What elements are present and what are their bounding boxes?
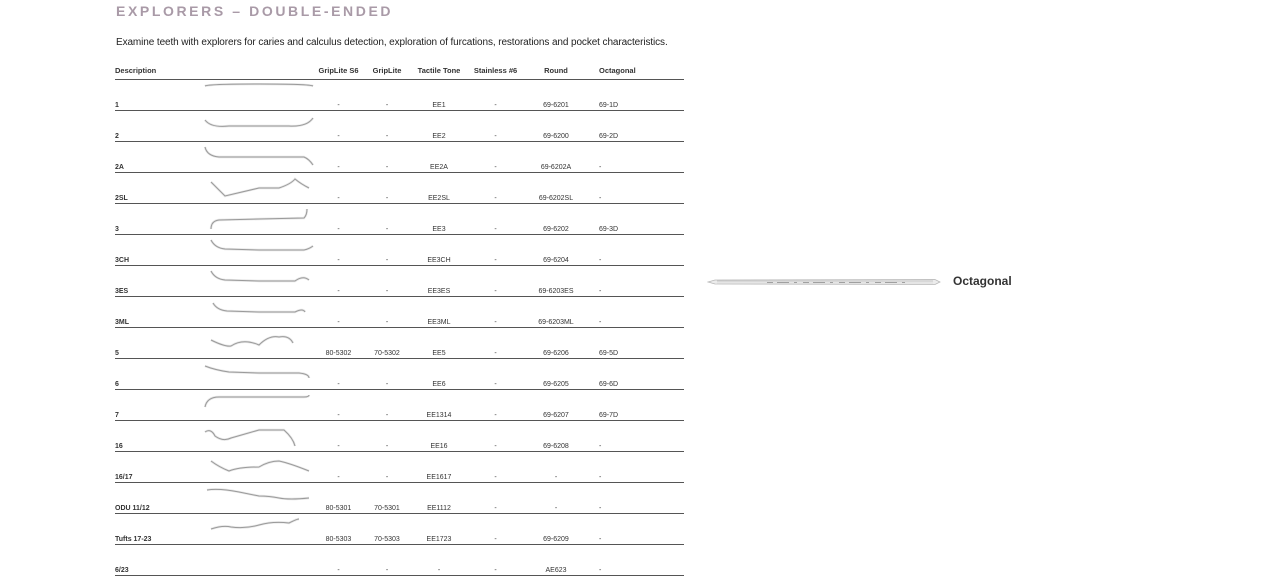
octagonal-cell: - bbox=[587, 452, 684, 483]
griplite-s6-cell: - bbox=[315, 390, 362, 421]
griplite-s6-cell: - bbox=[315, 142, 362, 173]
griplite-cell: - bbox=[362, 142, 412, 173]
octagonal-cell: - bbox=[587, 421, 684, 452]
griplite-s6-cell: - bbox=[315, 235, 362, 266]
row-description: 3ML bbox=[115, 297, 199, 328]
explorer-instrument-image bbox=[199, 393, 315, 419]
tactile-tone-cell: EE3 bbox=[412, 204, 466, 235]
tactile-tone-cell: EE3CH bbox=[412, 235, 466, 266]
page-title: EXPLORERS – DOUBLE-ENDED bbox=[116, 3, 394, 19]
instrument-image bbox=[199, 514, 315, 545]
stainless-6-cell: - bbox=[466, 390, 525, 421]
octagonal-cell: 69-6D bbox=[587, 359, 684, 390]
griplite-cell: - bbox=[362, 421, 412, 452]
header-tactile-tone: Tactile Tone bbox=[412, 66, 466, 80]
explorer-instrument-image bbox=[199, 207, 315, 233]
stainless-6-cell: - bbox=[466, 235, 525, 266]
tactile-tone-cell: EE3ML bbox=[412, 297, 466, 328]
griplite-s6-cell: - bbox=[315, 359, 362, 390]
row-description: 6/23 bbox=[115, 545, 199, 576]
round-cell: 69-6202SL bbox=[525, 173, 587, 204]
griplite-cell: 70-5302 bbox=[362, 328, 412, 359]
row-description: 16/17 bbox=[115, 452, 199, 483]
round-cell: 69-6209 bbox=[525, 514, 587, 545]
row-description: ODU 11/12 bbox=[115, 483, 199, 514]
tactile-tone-cell: EE1617 bbox=[412, 452, 466, 483]
table-row bbox=[115, 235, 684, 266]
row-description: 3CH bbox=[115, 235, 199, 266]
griplite-cell: - bbox=[362, 390, 412, 421]
header-round: Round bbox=[525, 66, 587, 80]
stainless-6-cell: - bbox=[466, 142, 525, 173]
row-description: 2 bbox=[115, 111, 199, 142]
octagonal-cell: - bbox=[587, 235, 684, 266]
row-description: 7 bbox=[115, 390, 199, 421]
instrument-image bbox=[199, 142, 315, 173]
tactile-tone-cell: EE1112 bbox=[412, 483, 466, 514]
griplite-s6-cell: 80-5301 bbox=[315, 483, 362, 514]
stainless-6-cell: - bbox=[466, 297, 525, 328]
stainless-6-cell: - bbox=[466, 359, 525, 390]
stainless-6-cell: - bbox=[466, 173, 525, 204]
table-row bbox=[115, 545, 684, 576]
instrument-image bbox=[199, 111, 315, 142]
table-row bbox=[115, 142, 684, 173]
round-cell: 69-6202A bbox=[525, 142, 587, 173]
octagonal-cell: 69-7D bbox=[587, 390, 684, 421]
explorer-instrument-image bbox=[199, 176, 315, 202]
griplite-cell: 70-5303 bbox=[362, 514, 412, 545]
octagonal-cell: 69-2D bbox=[587, 111, 684, 142]
griplite-s6-cell: - bbox=[315, 421, 362, 452]
instrument-image bbox=[199, 266, 315, 297]
round-cell: 69-6207 bbox=[525, 390, 587, 421]
instrument-image bbox=[199, 297, 315, 328]
table-row bbox=[115, 452, 684, 483]
header-image bbox=[199, 66, 315, 80]
explorer-instrument-image bbox=[199, 83, 315, 109]
griplite-cell: - bbox=[362, 545, 412, 576]
intro-text: Examine teeth with explorers for caries and calculus detection, exploration of furcations, restorations and pocket characteristics. bbox=[116, 37, 668, 48]
tactile-tone-cell: EE1723 bbox=[412, 514, 466, 545]
griplite-cell: - bbox=[362, 111, 412, 142]
row-description: 5 bbox=[115, 328, 199, 359]
header-octagonal: Octagonal bbox=[587, 66, 684, 80]
instrument-image bbox=[199, 483, 315, 514]
griplite-s6-cell: - bbox=[315, 297, 362, 328]
griplite-s6-cell: 80-5303 bbox=[315, 514, 362, 545]
row-description: 2A bbox=[115, 142, 199, 173]
octagonal-cell: - bbox=[587, 266, 684, 297]
griplite-cell: - bbox=[362, 204, 412, 235]
table-row bbox=[115, 359, 684, 390]
explorer-instrument-image bbox=[199, 486, 315, 512]
explorers-table bbox=[115, 66, 684, 576]
griplite-cell: - bbox=[362, 173, 412, 204]
tactile-tone-cell: EE1 bbox=[412, 80, 466, 111]
round-cell: 69-6205 bbox=[525, 359, 587, 390]
header-description: Description bbox=[115, 66, 199, 80]
tactile-tone-cell: EE2 bbox=[412, 111, 466, 142]
griplite-s6-cell: - bbox=[315, 80, 362, 111]
griplite-s6-cell: 80-5302 bbox=[315, 328, 362, 359]
table-row bbox=[115, 483, 684, 514]
round-cell: AE623 bbox=[525, 545, 587, 576]
octagonal-cell: 69-3D bbox=[587, 204, 684, 235]
griplite-cell: - bbox=[362, 297, 412, 328]
explorer-instrument-image bbox=[199, 455, 315, 481]
griplite-s6-cell: - bbox=[315, 111, 362, 142]
octagonal-cell: - bbox=[587, 483, 684, 514]
griplite-cell: - bbox=[362, 266, 412, 297]
round-cell: 69-6208 bbox=[525, 421, 587, 452]
table-row bbox=[115, 173, 684, 204]
table-header-row bbox=[115, 66, 684, 80]
griplite-s6-cell: - bbox=[315, 452, 362, 483]
instrument-image bbox=[199, 452, 315, 483]
instrument-image bbox=[199, 235, 315, 266]
round-cell: 69-6203ML bbox=[525, 297, 587, 328]
octagonal-cell: - bbox=[587, 545, 684, 576]
instrument-image bbox=[199, 328, 315, 359]
round-cell: 69-6201 bbox=[525, 80, 587, 111]
instrument-image bbox=[199, 421, 315, 452]
tactile-tone-cell: EE3ES bbox=[412, 266, 466, 297]
table-row bbox=[115, 111, 684, 142]
explorer-instrument-image bbox=[199, 300, 315, 326]
table-row bbox=[115, 80, 684, 111]
octagonal-handle-image bbox=[707, 273, 941, 291]
stainless-6-cell: - bbox=[466, 452, 525, 483]
octagonal-cell: - bbox=[587, 173, 684, 204]
griplite-s6-cell: - bbox=[315, 266, 362, 297]
stainless-6-cell: - bbox=[466, 80, 525, 111]
table-row bbox=[115, 390, 684, 421]
griplite-s6-cell: - bbox=[315, 173, 362, 204]
round-cell: 69-6206 bbox=[525, 328, 587, 359]
row-description: Tufts 17-23 bbox=[115, 514, 199, 545]
griplite-cell: - bbox=[362, 80, 412, 111]
octagonal-cell: - bbox=[587, 514, 684, 545]
row-description: 16 bbox=[115, 421, 199, 452]
table-row bbox=[115, 514, 684, 545]
stainless-6-cell: - bbox=[466, 266, 525, 297]
header-griplite: GripLite bbox=[362, 66, 412, 80]
instrument-image bbox=[199, 359, 315, 390]
stainless-6-cell: - bbox=[466, 204, 525, 235]
octagonal-cell: 69-1D bbox=[587, 80, 684, 111]
instrument-image bbox=[199, 545, 315, 576]
round-cell: - bbox=[525, 483, 587, 514]
table-row bbox=[115, 328, 684, 359]
row-description: 6 bbox=[115, 359, 199, 390]
stainless-6-cell: - bbox=[466, 328, 525, 359]
header-griplite-s6: GripLite S6 bbox=[315, 66, 362, 80]
stainless-6-cell: - bbox=[466, 421, 525, 452]
griplite-cell: - bbox=[362, 359, 412, 390]
round-cell: 69-6203ES bbox=[525, 266, 587, 297]
octagonal-cell: - bbox=[587, 142, 684, 173]
griplite-s6-cell: - bbox=[315, 204, 362, 235]
explorer-instrument-image bbox=[199, 424, 315, 450]
griplite-cell: - bbox=[362, 235, 412, 266]
tactile-tone-cell: EE2A bbox=[412, 142, 466, 173]
griplite-s6-cell: - bbox=[315, 545, 362, 576]
tactile-tone-cell: EE16 bbox=[412, 421, 466, 452]
round-cell: 69-6204 bbox=[525, 235, 587, 266]
row-description: 3ES bbox=[115, 266, 199, 297]
octagonal-label: Octagonal bbox=[953, 274, 1012, 288]
round-cell: - bbox=[525, 452, 587, 483]
griplite-cell: - bbox=[362, 452, 412, 483]
explorer-instrument-image bbox=[199, 269, 315, 295]
tactile-tone-cell: - bbox=[412, 545, 466, 576]
table-row bbox=[115, 266, 684, 297]
griplite-cell: 70-5301 bbox=[362, 483, 412, 514]
table-row bbox=[115, 421, 684, 452]
stainless-6-cell: - bbox=[466, 514, 525, 545]
octagonal-cell: - bbox=[587, 297, 684, 328]
instrument-image bbox=[199, 204, 315, 235]
tactile-tone-cell: EE6 bbox=[412, 359, 466, 390]
stainless-6-cell: - bbox=[466, 483, 525, 514]
explorer-instrument-image bbox=[199, 331, 315, 357]
header-stainless-6: Stainless #6 bbox=[466, 66, 525, 80]
table-row bbox=[115, 297, 684, 328]
explorer-instrument-image bbox=[199, 517, 315, 543]
explorer-instrument-image bbox=[199, 238, 315, 264]
octagonal-cell: 69-5D bbox=[587, 328, 684, 359]
instrument-image bbox=[199, 173, 315, 204]
instrument-image bbox=[199, 80, 315, 111]
row-description: 2SL bbox=[115, 173, 199, 204]
row-description: 3 bbox=[115, 204, 199, 235]
round-cell: 69-6200 bbox=[525, 111, 587, 142]
tactile-tone-cell: EE2SL bbox=[412, 173, 466, 204]
table-row bbox=[115, 204, 684, 235]
explorer-instrument-image bbox=[199, 145, 315, 171]
tactile-tone-cell: EE5 bbox=[412, 328, 466, 359]
stainless-6-cell: - bbox=[466, 545, 525, 576]
stainless-6-cell: - bbox=[466, 111, 525, 142]
round-cell: 69-6202 bbox=[525, 204, 587, 235]
explorer-instrument-image bbox=[199, 362, 315, 388]
explorer-instrument-image bbox=[199, 114, 315, 140]
tactile-tone-cell: EE1314 bbox=[412, 390, 466, 421]
row-description: 1 bbox=[115, 80, 199, 111]
instrument-image bbox=[199, 390, 315, 421]
